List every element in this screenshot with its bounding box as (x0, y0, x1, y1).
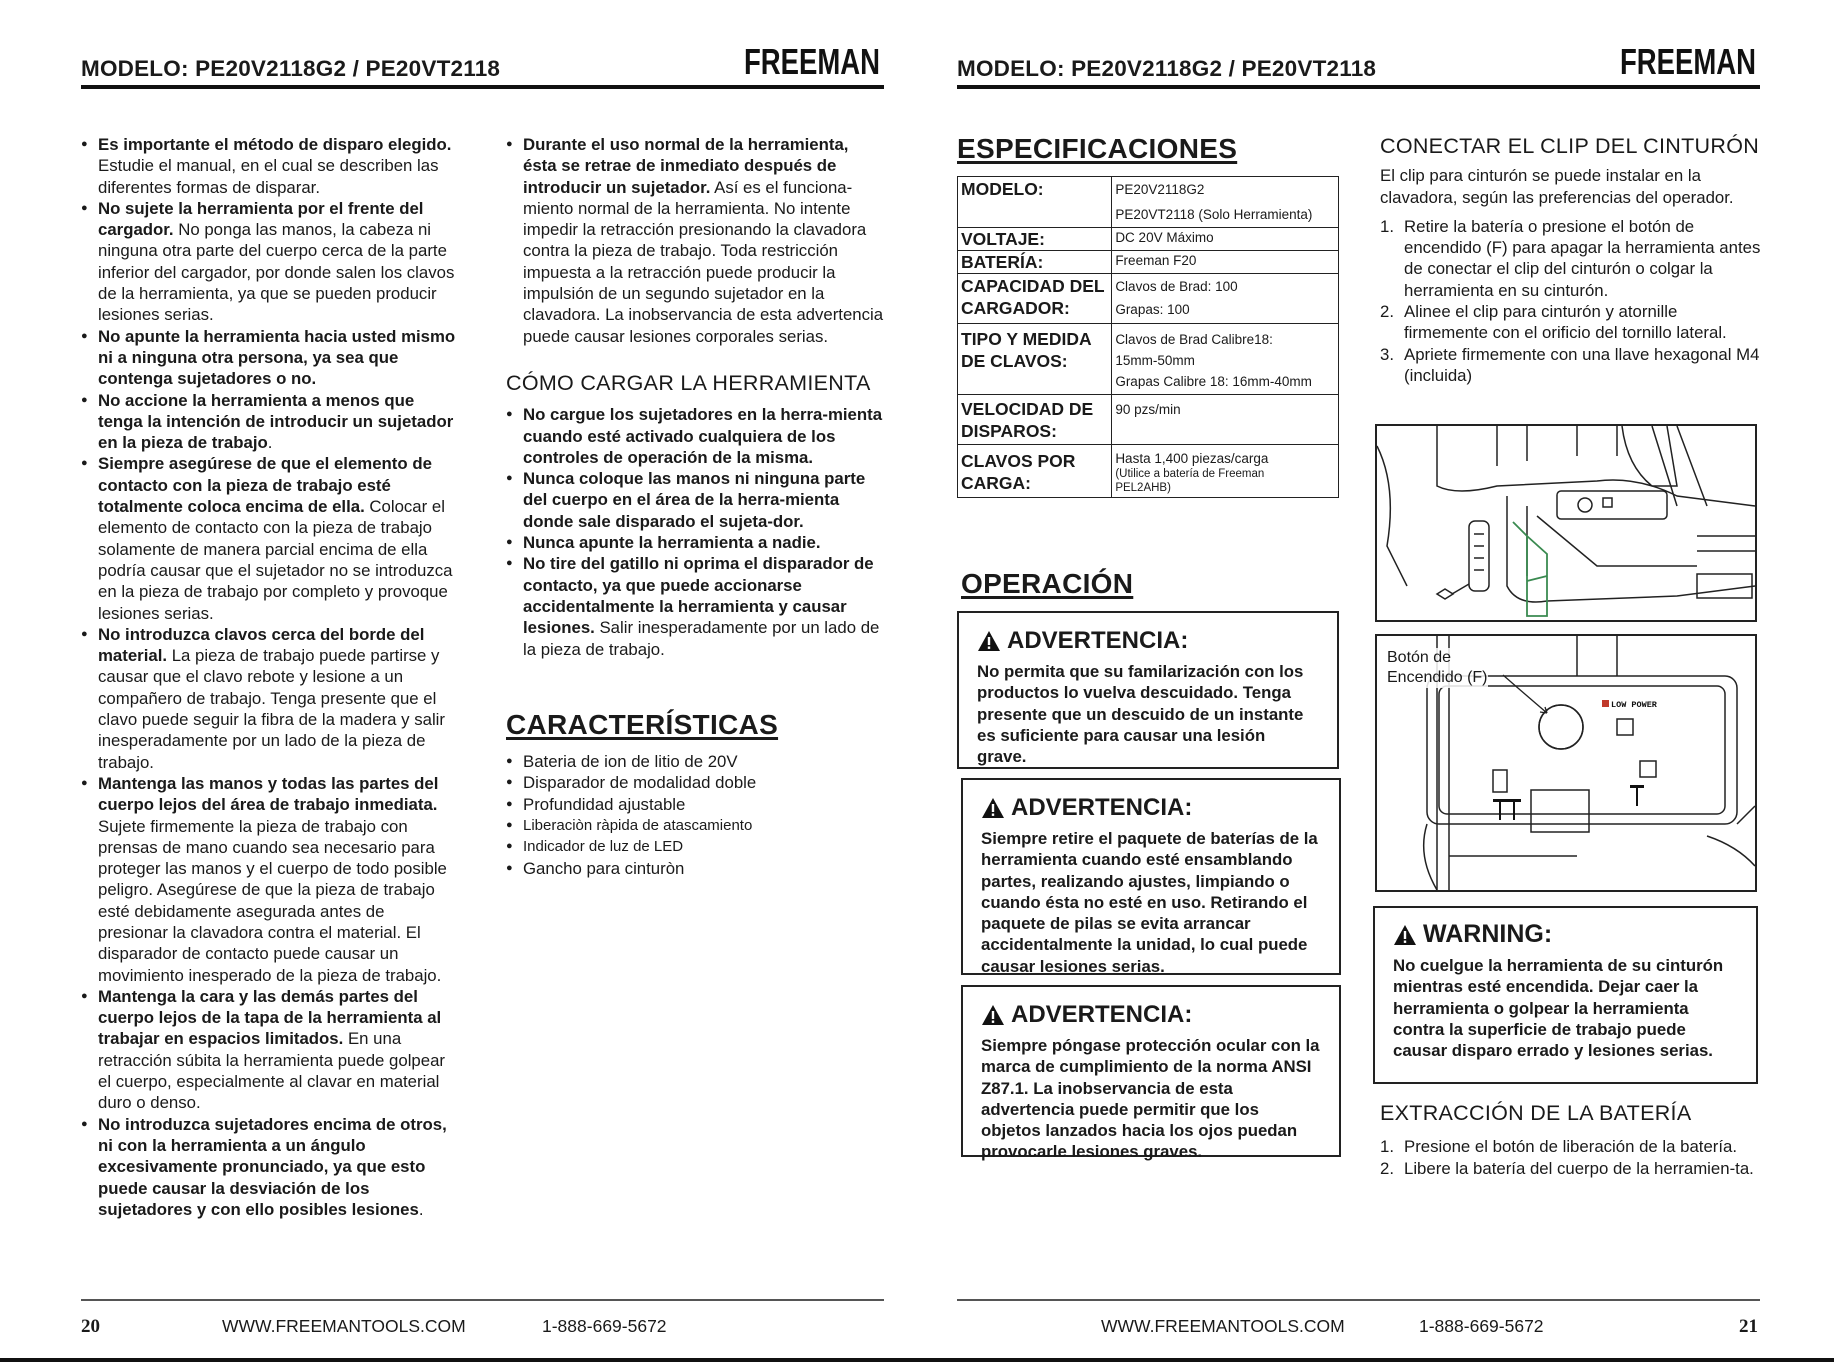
step-item (1380, 344, 1765, 387)
spec-value: 90 pzs/min (1115, 402, 1181, 417)
feature-item: ● Disparador de modalidad doble (506, 772, 884, 793)
spec-value: Freeman F20 (1112, 251, 1339, 274)
warning-triangle-icon (977, 630, 1001, 652)
list-item-bold: No introduzca sujetadores encima de otros, ni con la herramienta a un ángulo excesivamente pronunciado, ya que esto puede causar la desviación de los sujetadores y con ello posibles lesiones (98, 1114, 447, 1219)
safety-column-1 (81, 134, 459, 1220)
list-item-bold: No accione la herramienta a menos que tenga la intención de introducir un sujetador en la pieza de trabajo (98, 390, 454, 453)
list-item (506, 404, 884, 468)
low-power-led-icon (1602, 700, 1609, 707)
footer-rule (957, 1299, 1760, 1301)
spec-value: 15mm-50mm (1115, 353, 1195, 368)
list-item-bold: Nunca apunte la herramienta a nadie. (523, 533, 821, 553)
page-bottom-edge (0, 1358, 1834, 1362)
spec-title: ESPECIFICACIONES (957, 133, 1238, 164)
list-item-bold: No tire del gatillo ni oprima el disparador de contacto, ya que puede accionarse accidentalmente la herramienta y causar lesiones. (523, 554, 874, 638)
list-item (506, 468, 884, 532)
spec-key: CARGA: (961, 472, 1031, 493)
step-item (1380, 301, 1765, 344)
header-rule (81, 85, 884, 89)
safety-column-2 (506, 134, 884, 879)
list-item (506, 532, 884, 553)
list-item (81, 390, 459, 454)
list-item-bold: No introduzca clavos cerca del borde del material. (98, 624, 425, 666)
spec-key: MODELO: (958, 177, 1112, 228)
step-number: 2. (1380, 1158, 1394, 1178)
list-item-bold: Es importante el método de disparo elegido. (98, 135, 452, 154)
logo-text: FREEMAN (744, 41, 880, 82)
power-label-line: Botón de (1387, 649, 1452, 666)
list-item (81, 453, 459, 623)
header-model: MODELO: PE20V2118G2 / PE20VT2118 (957, 56, 1377, 81)
list-item (81, 198, 459, 326)
list-item-text: Estudie el manual, en el cual se describen las diferentes formas de disparar. (98, 156, 439, 197)
low-power-label: LOW POWER (1611, 700, 1657, 710)
page-number: 20 (81, 1316, 100, 1337)
spec-value: Clavos de Brad: 100 (1115, 279, 1238, 294)
battery-title: EXTRACCIÓN DE LA BATERÍA (1380, 1101, 1692, 1125)
retraction-item (506, 134, 884, 347)
warning-title-text: ADVERTENCIA: (1011, 794, 1193, 821)
warning-triangle-icon (981, 1004, 1005, 1026)
clip-steps (1380, 216, 1765, 386)
warning-title (1393, 920, 1738, 949)
list-item (81, 986, 459, 1114)
step-number: 1. (1380, 216, 1394, 236)
list-item-bold: Mantenga las manos y todas las partes del cuerpo lejos del área de trabajo inmediata. (98, 773, 439, 815)
list-item (81, 1114, 459, 1220)
warning-text: No cuelgue la herramienta de su cinturón mientras esté encendida. Dejar caer la herramienta o golpear la herramienta contra la superficie de trabajo puede causar disparo errado y lesiones serias. (1393, 956, 1724, 1061)
list-item-bold: No cargue los sujetadores en la herra-mienta cuando esté activado cualquiera de los controles de operación de la misma. (523, 405, 883, 467)
step-number: 3. (1380, 344, 1394, 364)
warning-box-3 (961, 985, 1341, 1162)
step-number: 1. (1380, 1137, 1394, 1157)
warning-title (981, 1001, 1321, 1029)
battery-steps (1380, 1136, 1765, 1179)
footer-rule (81, 1299, 884, 1301)
features-list (506, 751, 884, 879)
list-item-bold: Siempre asegúrese de que el elemento de contacto con la pieza de trabajo esté totalmente coloca encima de ella. (98, 454, 432, 517)
step-text: Apriete firmemente con una llave hexagonal M4 (incluida) (1404, 344, 1760, 385)
list-item-text: Sujete firmemente la pieza de trabajo con prensas de mano cuando sea necesario para proteger las manos y el cuerpo de todo posible peligro. Asegúrese de que la pieza de trabajo esté debidamente asegurada antes de presionar la clavadora contra el material. El disparador de contacto puede causar un movimiento inesperado de la pieza de trabajo. (98, 816, 447, 985)
safety-list (81, 134, 459, 1220)
spec-key: CARGADOR: (961, 297, 1070, 318)
warning-box-1 (957, 611, 1339, 769)
footer-url[interactable]: WWW.FREEMANTOOLS.COM (1101, 1316, 1345, 1336)
header-rule (957, 85, 1760, 89)
features-title: CARACTERÍSTICAS (506, 708, 779, 740)
footer-phone: 1-888-669-5672 (1419, 1316, 1544, 1336)
clip-intro: El clip para cinturón se puede instalar en la clavadora, según las preferencias del operador. (1380, 166, 1734, 207)
footer-url[interactable]: WWW.FREEMANTOOLS.COM (222, 1316, 466, 1336)
step-item (1380, 216, 1765, 301)
list-item-text: En una retracción súbita la herramienta puede golpear el cuerpo, especialmente al clavar en material duro o denso. (98, 1029, 446, 1113)
list-item-bold: No sujete la herramienta por el frente del cargador. (98, 198, 424, 240)
spec-value: (Utilice a batería de Freeman (1115, 468, 1265, 480)
footer-phone: 1-888-669-5672 (542, 1316, 667, 1336)
step-text: Presione el botón de liberación de la batería. (1404, 1137, 1738, 1157)
list-item-bold: Mantenga la cara y las demás partes del cuerpo lejos de la tapa de la herramienta al trabajar en espacios limitados. (98, 986, 442, 1049)
warning-text: No permita que su familarización con los productos lo vuelva descuidado. Tenga presente que un descuido de un instante es suficiente para causar una lesión grave. (977, 662, 1304, 767)
spec-value: PE20V2118G2 (1112, 177, 1339, 203)
belt-clip-figure (1375, 424, 1757, 622)
warning-triangle-icon (1393, 924, 1417, 946)
list-item (81, 326, 459, 390)
clip-column (1380, 136, 1765, 386)
step-text: Retire la batería o presione el botón de encendido (F) para apagar la herramienta antes de conectar el clip del cinturón o colgar la herramienta en su cinturón. (1404, 216, 1761, 300)
belt-clip-illustration (1377, 426, 1755, 620)
list-item (81, 624, 459, 773)
step-item (1380, 1136, 1765, 1157)
spec-value: PEL2AHB) (1115, 482, 1171, 494)
spec-key: BATERÍA: (958, 251, 1112, 274)
spec-key: DE CLAVOS: (961, 350, 1068, 371)
list-item (81, 773, 459, 986)
spec-table (957, 176, 1339, 498)
warning-box-2 (961, 778, 1341, 975)
spec-value: Clavos de Brad Calibre18: (1115, 332, 1273, 347)
list-item (506, 553, 884, 659)
spec-value: Grapas Calibre 18: 16mm-40mm (1115, 374, 1312, 389)
warning-text: Siempre retire el paquete de baterías de la herramienta cuando esté ensamblando partes, realizando ajustes, limpiando o cuando ésta no esté en uso. Retirando el paquete de pilas se evita arrancar accidentalmente la unidad, lo cual puede causar lesiones serias. (981, 829, 1318, 976)
power-label-line: Encendido (F) (1387, 669, 1488, 686)
warning-title (977, 627, 1319, 655)
spec-value: DC 20V Máximo (1112, 228, 1339, 251)
spec-key: VELOCIDAD DE (961, 399, 1094, 419)
warning-text: Siempre póngase protección ocular con la marca de cumplimiento de la norma ANSI Z87.1. La inobservancia de esta advertencia puede permitir que los objetos lanzados hacia los ojos puedan provocarle lesiones graves. (981, 1036, 1320, 1162)
list-item-text: . (267, 433, 273, 453)
operation-title: OPERACIÓN (961, 568, 1134, 599)
list-item-text: La pieza de trabajo puede partirse y causar que el clavo rebote y lesione a un compañero de trabajo. Tenga presente que el clavo puede seguir la fibra de la madera y salir inesperadamente por un lado de la pieza de trabajo. (98, 646, 445, 772)
warning-triangle-icon (981, 797, 1005, 819)
step-item (1380, 1158, 1765, 1179)
retraction-list (506, 134, 884, 347)
spec-value: Grapas: 100 (1115, 302, 1190, 317)
page-number: 21 (1739, 1316, 1758, 1337)
feature-item: ● Bateria de ion de litio de 20V (506, 751, 884, 772)
logo-text: FREEMAN (1620, 41, 1756, 82)
freeman-logo (1618, 42, 1758, 80)
power-button-figure (1375, 634, 1757, 892)
list-item-text: . (418, 1199, 424, 1219)
right-page (917, 0, 1834, 1362)
freeman-logo (742, 42, 882, 80)
list-item-text: Salir inesperadamente por un lado de la pieza de trabajo. (523, 618, 880, 659)
retraction-bold: Durante el uso normal de la herramienta, ésta se retrae de inmediato después de introducir un sujetador. (523, 135, 849, 197)
spec-value: Hasta 1,400 piezas/carga (1115, 451, 1269, 466)
warning-title-text: ADVERTENCIA: (1011, 1001, 1193, 1028)
battery-section (1380, 1103, 1765, 1179)
warning-title-text: ADVERTENCIA: (1007, 627, 1189, 654)
list-item (81, 134, 459, 198)
warning-title-text: WARNING: (1423, 920, 1553, 948)
charge-list (506, 404, 884, 660)
list-item-text: Colocar el elemento de contacto con la pieza de trabajo solamente de manera parcial encima de ella podría causar que el sujetador no se introduzca en la pieza de trabajo por completo y provoque lesiones serias. (98, 497, 453, 623)
warning-box-4 (1373, 906, 1758, 1084)
spec-key: CLAVOS POR (961, 451, 1076, 471)
warning-title (981, 794, 1321, 822)
spec-key: TIPO Y MEDIDA (961, 329, 1092, 349)
step-text: Alinee el clip para cinturón y atornille firmemente con el orificio del tornillo lateral. (1404, 302, 1727, 343)
feature-item: ● Indicador de luz de LED (506, 836, 884, 857)
clip-title: CONECTAR EL CLIP DEL CINTURÓN (1380, 134, 1760, 158)
list-item-bold: Nunca coloque las manos ni ninguna parte del cuerpo en el área de la herra-mienta donde sale disparado el sujeta-dor. (523, 469, 866, 531)
spec-key: DISPAROS: (961, 420, 1057, 441)
spec-value: PE20VT2118 (Solo Herramienta) (1112, 202, 1339, 228)
spec-key: CAPACIDAD DEL (961, 276, 1105, 296)
list-item-bold: No apunte la herramienta hacia usted mismo ni a ninguna otra persona, ya sea que contenga sujetadores o no. (98, 326, 456, 389)
charge-title: CÓMO CARGAR LA HERRAMIENTA (506, 370, 871, 395)
header-model: MODELO: PE20V2118G2 / PE20VT2118 (81, 56, 501, 81)
power-button-label (1387, 648, 1488, 688)
list-item-text: No ponga las manos, la cabeza ni ninguna otra parte del cuerpo cerca de la parte inferior del cargador, por donde salen los clavos de la herramienta, ya que se pueden producir lesiones serias. (98, 220, 455, 325)
feature-item: ● Gancho para cinturòn (506, 858, 884, 879)
step-text: Libere la batería del cuerpo de la herramien-ta. (1404, 1158, 1754, 1178)
spec-key: VOLTAJE: (958, 228, 1112, 251)
retraction-text: Así es el funciona-miento normal de la herramienta. No intente impedir la retracción presionando la clavadora contra la pieza de trabajo. Toda restricción impuesta a la retracción puede producir la impulsión de un segundo sujetador en la clavadora. La inobservancia de esta advertencia puede causar lesiones corporales serias. (523, 177, 884, 346)
feature-item: ● Liberaciòn ràpida de atascamiento (506, 815, 884, 836)
step-number: 2. (1380, 302, 1394, 322)
feature-item: ● Profundidad ajustable (506, 794, 884, 815)
